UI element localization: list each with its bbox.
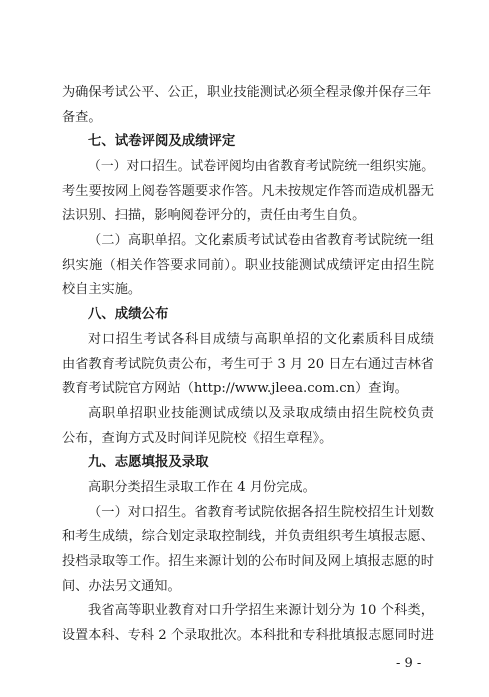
paragraph-line: （二）高职单招。文化素质考试试卷由省教育考试院统一组 [88,233,434,248]
paragraph-line: 校自主实施。 [62,282,142,297]
paragraph-line: 高职分类招生录取工作在 4 月份完成。 [88,480,316,495]
paragraph-line: （一）对口招生。省教育考试院依据各招生院校招生计划数 [88,505,434,520]
paragraph-line: 法识别、扫描，影响阅卷评分的，责任由考生自负。 [62,208,366,223]
page-number: - 9 - [396,656,422,671]
section-heading-seven: 七、试卷评阅及成绩评定 [88,134,236,149]
paragraph-line: 设置本科、专科 2 个录取批次。本科批和专科批填报志愿同时进 [62,628,434,643]
paragraph-line: 和考生成绩，综合划定录取控制线，并负责组织考生填报志愿、 [62,529,434,544]
paragraph-line: 对口招生考试各科目成绩与高职单招的文化素质科目成绩 [88,332,434,347]
section-heading-eight: 八、成绩公布 [88,307,169,322]
paragraph-line: 考生要按网上阅卷答题要求作答。凡未按规定作答而造成机器无 [62,184,434,199]
paragraph-line: 织实施（相关作答要求同前）。职业技能测试成绩评定由招生院 [62,258,434,273]
paragraph-line: 投档录取等工作。招生来源计划的公布时间及网上填报志愿的时 [62,554,434,569]
paragraph-line: 备查。 [62,110,102,125]
paragraph-line: 间、办法另文通知。 [62,579,181,594]
paragraph-line: 公布，查询方式及时间详见院校《招生章程》。 [62,431,333,446]
paragraph-line: 由省教育考试院负责公布，考生可于 3 月 20 日左右通过吉林省 [62,357,434,372]
paragraph-line: （一）对口招生。试卷评阅均由省教育考试院统一组织实施。 [88,159,434,174]
section-heading-nine: 九、志愿填报及录取 [88,455,209,470]
paragraph-line: 为确保考试公平、公正，职业技能测试必须全程录像并保存三年 [62,85,432,100]
paragraph-line: 教育考试院官方网站（http://www.jleea.com.cn）查询。 [62,381,408,396]
paragraph-line: 我省高等职业教育对口升学招生来源计划分为 10 个科类， [88,603,434,618]
paragraph-line: 高职单招职业技能测试成绩以及录取成绩由招生院校负责 [88,406,434,421]
